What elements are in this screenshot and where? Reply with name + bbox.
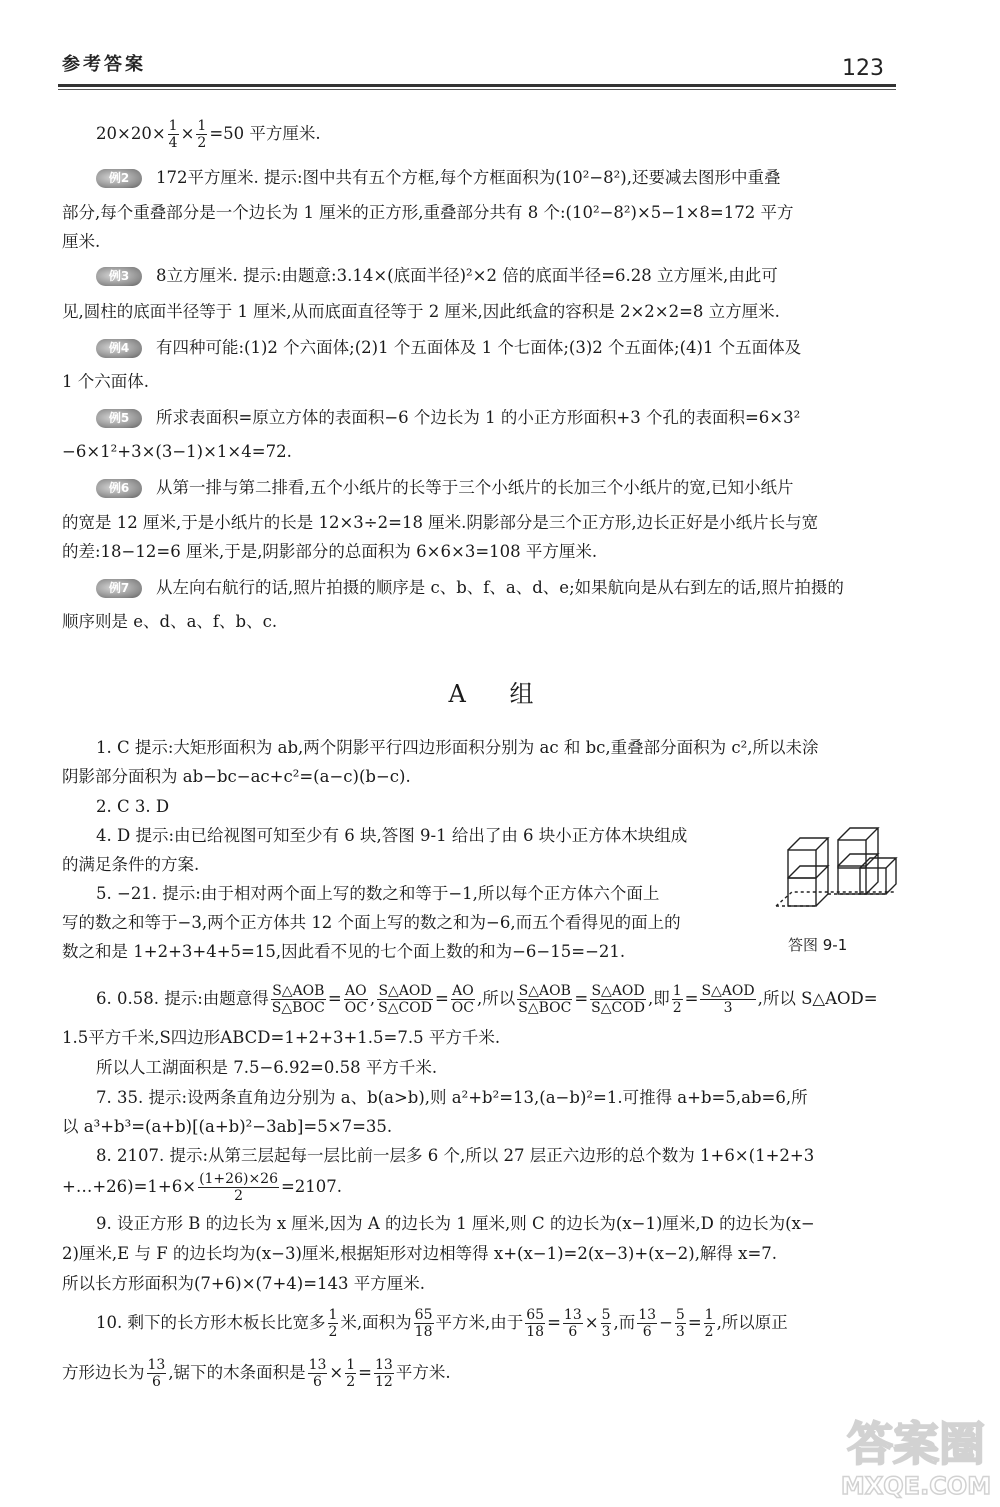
example-2-line-1: 例2 172平方厘米. 提示:图中共有五个方框,每个方框面积为(10²−8²),还要减去图形中重叠	[96, 168, 896, 188]
page-number: 123	[842, 56, 884, 81]
header-rule-thin	[58, 89, 896, 90]
example-tag: 例7	[96, 579, 142, 598]
example-tag: 例4	[96, 339, 142, 358]
example-3-line-1: 例3 8立方厘米. 提示:由题意:3.14×(底面半径)²×2 倍的底面半径=6.28 立方厘米,由此可	[96, 266, 896, 286]
svg-text:MXQE.COM: MXQE.COM	[840, 1472, 992, 1500]
answer-1-line-1: 1. C 提示:大矩形面积为 ab,两个阴影平行四边形面积分别为 ac 和 bc,重叠部分面积为 c²,所以未涂	[96, 738, 819, 757]
example-2-line-2: 部分,每个重叠部分是一个边长为 1 厘米的正方形,重叠部分共有 8 个:(10²−8²)×5−1×8=172 平方	[62, 203, 794, 222]
example-6-line-2: 的宽是 12 厘米,于是小纸片的长是 12×3÷2=18 厘米.阴影部分是三个正方形,边长正好是小纸片长与宽	[62, 513, 819, 532]
text: ×	[180, 124, 195, 143]
answer-7-line-1: 7. 35. 提示:设两条直角边分别为 a、b(a>b),则 a²+b²=13,(a−b)²=1.可推得 a+b=5,ab=6,所	[96, 1088, 808, 1107]
example-tag: 例3	[96, 267, 142, 286]
example-tag: 例2	[96, 169, 142, 188]
answer-6-line-3: 所以人工湖面积是 7.5−6.92=0.58 平方千米.	[96, 1058, 438, 1077]
example-2-line-3: 厘米.	[62, 232, 101, 251]
example-5-line-1: 例5 所求表面积=原立方体的表面积−6 个边长为 1 的小正方形面积+3 个孔的表面积=6×3²	[96, 408, 896, 428]
answer-8-line-1: 8. 2107. 提示:从第三层起每一层比前一层多 6 个,所以 27 层正六边形的总个数为 1+6×(1+2+3	[96, 1146, 815, 1165]
svg-text:答案圈: 答案圈	[847, 1417, 985, 1471]
header-title: 参考答案	[62, 54, 146, 75]
example-7-line-2: 顺序则是 e、d、a、f、b、c.	[62, 612, 278, 631]
example-6-line-3: 的差:18−12=6 厘米,于是,阴影部分的总面积为 6×6×3=108 平方厘米.	[62, 542, 598, 561]
answer-7-line-2: 以 a³+b³=(a+b)[(a+b)²−3ab]=5×7=35.	[62, 1117, 393, 1136]
watermark-logo	[836, 1408, 996, 1502]
figure-caption: 答图 9-1	[788, 936, 848, 954]
answer-1-line-2: 阴影部分面积为 ab−bc−ac+c²=(a−c)(b−c).	[62, 767, 411, 786]
continued-answer	[96, 118, 896, 151]
cube-stack-figure	[768, 820, 898, 930]
answer-6-line-1: 6. 0.58. 提示:由题意得 $\frac{\text{S△AOB}}{\text{S△BOC}}$ = $\frac{AO}{OC}$ , $\frac{\text{S△AOD}}{\text{S△COD}}$ = $\frac{AO}{OC}$ ,所以 $\frac{\text{S△AOB}}{\text{S△BOC}}$ = $\frac{\text{S△AOD}}{\text{S△COD}}$ ,即 $\frac{1}{2}$ = $\frac{\text{S△AOD}}{3}$ ,所以 S△AOD=	[96, 983, 878, 1016]
answer-9-line-1: 9. 设正方形 B 的边长为 x 厘米,因为 A 的边长为 1 厘米,则 C 的边长为(x−1)厘米,D 的边长为(x−	[96, 1214, 815, 1233]
example-3-line-2: 见,圆柱的底面半径等于 1 厘米,从而底面直径等于 2 厘米,因此纸盒的容积是 2×2×2=8 立方厘米.	[62, 302, 780, 321]
example-6-line-1: 例6 从第一排与第二排看,五个小纸片的长等于三个小纸片的长加三个小纸片的宽,已知小纸片	[96, 478, 896, 498]
text: =50 平方厘米.	[209, 124, 321, 143]
example-5-line-2: −6×1²+3×(3−1)×1×4=72.	[62, 442, 292, 461]
answer-9-line-2: 2)厘米,E 与 F 的边长均为(x−3)厘米,根据矩形对边相等得 x+(x−1)=2(x−3)+(x−2),解得 x=7.	[62, 1244, 778, 1263]
answer-6-line-2: 1.5平方千米,S四边形ABCD=1+2+3+1.5=7.5 平方千米.	[62, 1028, 501, 1047]
answer-9-line-3: 所以长方形面积为(7+6)×(7+4)=143 平方厘米.	[62, 1274, 426, 1293]
example-4-line-2: 1 个六面体.	[62, 372, 149, 391]
example-4-line-1: 例4 有四种可能:(1)2 个六面体;(2)1 个五面体及 1 个七面体;(3)2 个五面体;(4)1 个五面体及	[96, 338, 896, 358]
fraction: $\frac{1}{2}$	[197, 118, 207, 151]
answer-4-line-2: 的满足条件的方案.	[62, 855, 200, 874]
answer-5-line-2: 写的数之和等于−3,两个正方体共 12 个面上写的数之和为−6,而五个看得见的面上的	[62, 913, 681, 932]
answer-10-line-1: 10. 剩下的长方形木板长比宽多 $\frac{1}{2}$ 米,面积为 $\frac{65}{18}$ 平方米,由于 $\frac{65}{18}$ = $\frac{13}{6}$ × $\frac{5}{3}$ ,而 $\frac{13}{6}$ − $\frac{5}{3}$ = $\frac{1}{2}$ ,所以原正	[96, 1307, 788, 1340]
example-7-line-1: 例7 从左向右航行的话,照片拍摄的顺序是 c、b、f、a、d、e;如果航向是从右到左的话,照片拍摄的	[96, 578, 896, 598]
answer-10-line-2: 方形边长为 $\frac{13}{6}$ ,锯下的木条面积是 $\frac{13}{6}$ × $\frac{1}{2}$ = $\frac{13}{12}$ 平方米.	[62, 1357, 451, 1390]
answer-4-line-1: 4. D 提示:由已给视图可知至少有 6 块,答图 9-1 给出了由 6 块小正方体木块组成	[96, 826, 688, 845]
header-rule	[58, 84, 896, 87]
fraction: $\frac{1}{4}$	[168, 118, 178, 151]
answer-5-line-1: 5. −21. 提示:由于相对两个面上写的数之和等于−1,所以每个正方体六个面上	[96, 884, 660, 903]
answer-2-3: 2. C 3. D	[96, 797, 170, 816]
text: 20×20×	[96, 124, 166, 143]
example-tag: 例5	[96, 409, 142, 428]
answer-5-line-3: 数之和是 1+2+3+4+5=15,因此看不见的七个面上数的和为−6−15=−21.	[62, 942, 626, 961]
answer-8-line-2: +…+26)=1+6× $\frac{(1+26)\times 26}{2}$ =2107.	[62, 1171, 343, 1204]
section-title: A 组	[448, 680, 552, 708]
example-tag: 例6	[96, 479, 142, 498]
